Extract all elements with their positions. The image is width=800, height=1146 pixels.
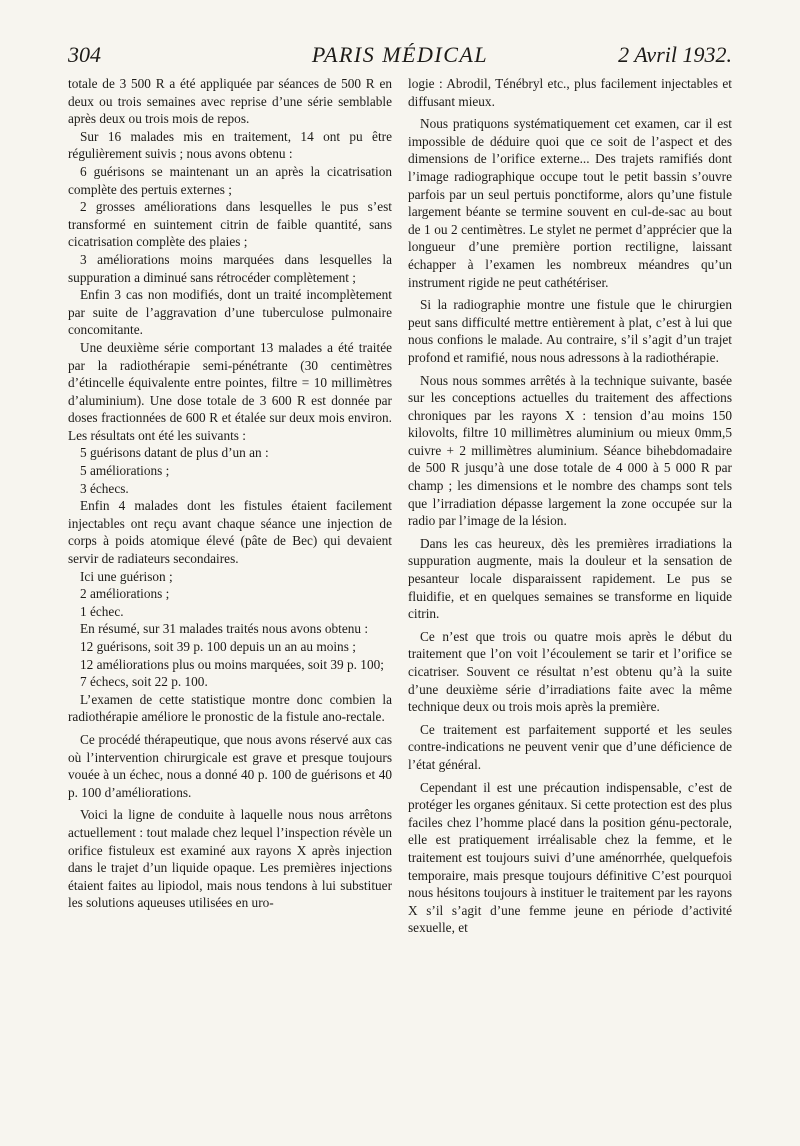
- paragraph: Enfin 3 cas non modifiés, dont un traité incomplètement par suite de l’aggravation d’une tuberculose pulmonaire concomitante.: [68, 287, 392, 338]
- paragraph: Ce traitement est parfaitement supporté et les seules contre-indications ne peuvent venir que d’une déficience de l’état général.: [408, 721, 732, 772]
- paragraph: Nous nous sommes arrêtés à la technique suivante, basée sur les conceptions actuelles du traitement des affections chroniques par les rayons X : tension d’au moins 150 kilovolts, filtre 10 millimètres aluminium ou mieux 0mm,5 cuivre + 2 millimètres aluminium. Séance bihebdomadaire de 500 R jusqu’à une dose totale de 4 000 à 5 000 R par champ ; les dimensions et le nombre des champs sont tels que l’irradiation dépasse largement la zone occupée sur la radio par l’image de la lésion.: [408, 372, 732, 529]
- paragraph: Nous pratiquons systématiquement cet examen, car il est impossible de déduire quoi que ce soit de l’aspect et des dimensions de l’orifice externe... Des trajets ramifiés dont l’image radiographique occupe tout le petit bassin s’ouvre parfois par un seul pertuis ponctiforme, alors qu’une fistule largement béante se termine souvent en cul-de-sac au bout de 1 ou 2 centimètres. Le stylet ne permet d’apprécier que la longueur d’une première portion rectiligne, laissant échapper à l’examen les nombreux méandres qu’un instrument rigide ne peut cathétériser.: [408, 116, 732, 290]
- paragraph: En résumé, sur 31 malades traités nous avons obtenu :: [80, 621, 369, 637]
- paragraph: Enfin 4 malades dont les fistules étaient facilement injectables ont reçu avant chaque séance une injection de corps à poids atomique élevé (pâte de Bec) qui devaient servir de radiateurs secondaires.: [68, 498, 392, 567]
- list-item: 1 échec.: [80, 603, 124, 619]
- list-item: 3 échecs.: [80, 480, 129, 496]
- list-item: 7 échecs, soit 22 p. 100.: [80, 674, 208, 690]
- paragraph: Ce n’est que trois ou quatre mois après le début du traitement que l’on voit l’écoulement se tarir et l’orifice se cicatriser. Souvent ce résultat n’est obtenu qu’à la suite d’une deuxième série d’irradiations faite avec la même technique deux ou trois mois après la première.: [408, 628, 732, 715]
- right-column: [408, 75, 732, 937]
- paragraph: totale de 3 500 R a été appliquée par séances de 500 R en deux ou trois semaines avec reprise d’une série semblable après deux ou trois mois de repos.: [68, 76, 392, 127]
- paragraph: Cependant il est une précaution indispensable, c’est de protéger les organes génitaux. Si cette protection est des plus faciles chez l’homme placé dans la position génu-pectorale, elle est pratiquement irréalisable chez la femme, et le traitement est toujours suivi d’une aménorrhée, quelquefois temporaire, mais presque toujours définitive C’est pourquoi nous hésitons toujours à instituer le traitement par les rayons X s’il s’agit d’une femme jeune en période d’activité sexuelle, et: [408, 779, 732, 936]
- list-item: 12 guérisons, soit 39 p. 100 depuis un an au moins ;: [80, 639, 356, 654]
- list-item: 12 améliorations plus ou moins marquées, soit 39 p. 100;: [80, 656, 384, 672]
- paragraph: 3 améliorations moins marquées dans lesquelles la suppuration a diminué sans rétrocéder complètement ;: [68, 251, 392, 285]
- paragraph: Voici la ligne de conduite à laquelle nous nous arrêtons actuellement : tout malade chez lequel l’inspection révèle un orifice fistuleux est examiné aux rayons X après injection dans le trajet d’un liquide opaque. Les premières injections étaient faites au lipiodol, mais nous tendons à lui substituer les solutions aqueuses utilisées en uro-: [68, 807, 392, 911]
- paragraph: Si la radiographie montre une fistule que le chirurgien peut sans difficulté mettre entièrement à plat, c’est à lui que nous confions le malade. Au contraire, s’il s’agit d’un trajet profond et ramifié, nous nous adressons à la radiothérapie.: [408, 297, 732, 365]
- list-item: Ici une guérison ;: [80, 568, 173, 584]
- paragraph: L’examen de cette statistique montre donc combien la radiothérapie améliore le pronostic de la fistule ano-rectale.: [68, 691, 392, 725]
- page-header: [68, 40, 732, 70]
- journal-title: PARIS MÉDICAL: [311, 42, 489, 67]
- issue-date: 2 Avril 1932.: [618, 42, 732, 67]
- paragraph: 2 grosses améliorations dans lesquelles le pus s’est transformé en suintement citrin de faible quantité, sans cicatrisation complète des plaies ;: [68, 199, 392, 250]
- paragraph: Une deuxième série comportant 13 malades a été traitée par la radiothérapie semi-pénétrante (30 centimètres d’étincelle équivalente entre pointes, filtre = 10 millimètres d’aluminium). Une dose totale de 3 600 R est donnée par doses fractionnées de 600 R et étalée sur deux mois environ. Les résultats ont été les suivants :: [68, 339, 392, 443]
- page-number: 304: [68, 42, 101, 67]
- paragraph: Sur 16 malades mis en traitement, 14 ont pu être régulièrement suivis ; nous avons obtenu :: [68, 128, 392, 162]
- paragraph: Ce procédé thérapeutique, que nous avons réservé aux cas où l’intervention chirurgicale est grave et presque toujours vouée à un échec, nous a donné 40 p. 100 de guérisons et 40 p. 100 d’améliorations.: [68, 731, 392, 800]
- list-item: 5 guérisons datant de plus d’un an :: [80, 445, 269, 461]
- list-item: 5 améliorations ;: [80, 463, 170, 479]
- left-column: [68, 75, 392, 912]
- paragraph: logie : Abrodil, Ténébryl etc., plus facilement injectables et diffusant mieux.: [408, 76, 732, 109]
- paragraph: Dans les cas heureux, dès les premières irradiations la suppuration augmente, mais la douleur et la sensation de pesanteur locale disparaissent rapidement. Le pus se fluidifie, et en quelques semaines se transforme en liquide citrin.: [408, 535, 732, 622]
- list-item: 2 améliorations ;: [80, 586, 170, 602]
- paragraph: 6 guérisons se maintenant un an après la cicatrisation complète des pertuis externes ;: [68, 163, 392, 197]
